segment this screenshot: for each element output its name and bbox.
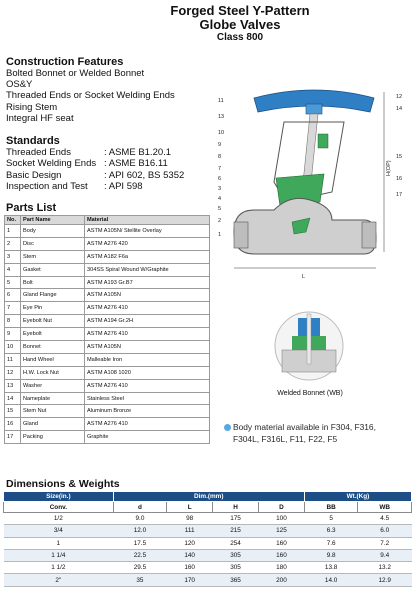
callout-label: 6 [218,176,222,182]
dims-col-wb: WB [358,502,412,513]
dims-row [4,549,412,561]
dims-cell: 175 [213,513,259,525]
callout-label: 12 [396,94,403,100]
callout-label: 7 [218,166,222,172]
parts-heading: Parts List [6,202,57,214]
standard-label: Socket Welding Ends [6,158,97,170]
bullet-icon [224,424,231,431]
part-name: Disc [21,237,85,250]
part-no: 1 [5,225,21,238]
dims-col-conv: Conv. [4,502,114,513]
dims-cell: 215 [213,525,259,537]
part-name: Stem Nut [21,405,85,418]
dims-cell: 140 [167,549,213,561]
inlet-end-shape [234,222,248,248]
part-material: 304SS Spiral Wound W/Graphite [85,263,210,276]
dims-cell: 13.2 [358,562,412,574]
callout-label: 2 [218,218,222,224]
part-name: Eyebolt [21,328,85,341]
part-no: 4 [5,263,21,276]
callout-label: 14 [396,106,403,112]
callout-label: 4 [218,196,222,202]
standard-value: : ASME B1.20.1 [104,147,172,158]
parts-row [5,366,210,379]
standard-value: : ASME B16.11 [104,158,168,170]
part-name: Gland Flange [21,289,85,302]
construction-item: Rising Stem [6,101,58,113]
parts-row [5,315,210,328]
part-name: Nameplate [21,392,85,405]
part-material: ASTM A182 F6a [85,250,210,263]
part-no: 10 [5,341,21,354]
part-material: Graphite [85,431,210,444]
dims-cell: 98 [167,513,213,525]
parts-row [5,250,210,263]
parts-table [4,215,210,444]
part-no: 12 [5,366,21,379]
part-name: Eyebolt Nut [21,315,85,328]
detail-caption: Welded Bonnet (WB) [277,390,343,397]
callout-label: 9 [218,142,222,148]
part-material: ASTM A276 410 [85,418,210,431]
dims-cell: 180 [258,562,304,574]
part-no: 3 [5,250,21,263]
parts-header-row [5,216,210,225]
parts-row [5,379,210,392]
dims-cell: 29.5 [113,562,167,574]
dims-cell: 7.6 [304,537,358,549]
part-name: Gasket [21,263,85,276]
parts-row [5,341,210,354]
parts-row [5,302,210,315]
parts-col-name: Part Name [21,216,85,225]
outlet-end-shape [362,222,376,248]
dims-cell: 2" [4,574,114,586]
dims-cell: 17.5 [113,537,167,549]
dims-cell: 9.4 [358,549,412,561]
parts-row [5,405,210,418]
part-name: Washer [21,379,85,392]
construction-item: Bolted Bonnet or Welded Bonnet [6,68,145,79]
part-material: ASTM A276 410 [85,379,210,392]
part-no: 11 [5,353,21,366]
construction-item: Integral HF seat [6,112,74,124]
dims-row [4,513,412,525]
dimensions-heading: Dimensions & Weights [6,478,120,490]
dims-cell: 1 1/4 [4,549,114,561]
standards-row [6,181,214,192]
dims-cell: 13.8 [304,562,358,574]
part-no: 5 [5,276,21,289]
part-material: ASTM A276 410 [85,302,210,315]
dims-cell: 111 [167,525,213,537]
part-no: 6 [5,289,21,302]
part-material: Aluminum Bronze [85,405,210,418]
dims-cell: 12.0 [113,525,167,537]
part-name: Hand Wheel [21,353,85,366]
callout-label: 15 [396,154,403,160]
dims-cell: 160 [258,549,304,561]
standard-label: Inspection and Test [6,181,88,193]
parts-row [5,431,210,444]
body-material-line: F304L, F316L, F11, F22, F5 [233,433,338,444]
parts-row [5,263,210,276]
height-dimension-label: H(OP) [386,160,392,176]
body-material-note [233,422,376,445]
standard-label: Basic Design [6,169,62,181]
part-material: ASTM A276 410 [85,328,210,341]
dims-row [4,537,412,549]
dims-cell: 9.8 [304,549,358,561]
dims-sub-header-row [4,502,412,513]
construction-item: Threaded Ends or Socket Welding Ends [6,90,175,102]
parts-row [5,353,210,366]
dims-cell: 1 [4,537,114,549]
parts-row [5,225,210,238]
dims-cell: 305 [213,562,259,574]
part-name: Bonnet [21,341,85,354]
part-no: 17 [5,431,21,444]
parts-row [5,328,210,341]
part-name: Body [21,225,85,238]
parts-row [5,392,210,405]
part-no: 8 [5,315,21,328]
part-material: Stainless Steel [85,392,210,405]
dims-cell: 22.5 [113,549,167,561]
construction-item: OS&Y [6,79,33,91]
part-material: ASTM A276 420 [85,237,210,250]
length-dimension-label: L [302,274,306,280]
dims-cell: 12.9 [358,574,412,586]
part-material: ASTM A105N/ Stellite Overlay [85,225,210,238]
dims-cell: 125 [258,525,304,537]
dims-cell: 160 [258,537,304,549]
dims-group-header-row [4,492,412,502]
part-material: ASTM A105N [85,289,210,302]
callout-label: 5 [218,206,222,212]
callout-label: 1 [218,232,222,238]
part-name: Packing [21,431,85,444]
part-no: 14 [5,392,21,405]
dims-cell: 14.0 [304,574,358,586]
dims-cell: 7.2 [358,537,412,549]
dims-col-h: H [213,502,259,513]
page-subtitle: Globe Valves [199,17,281,32]
part-no: 2 [5,237,21,250]
parts-col-material: Material [85,216,210,225]
dims-col-dd: D [258,502,304,513]
body-material-line: Body material available in F304, F316, [233,422,376,432]
callout-label: 10 [218,130,225,136]
parts-row [5,418,210,431]
callout-label: 8 [218,154,222,160]
dimensions-table [3,491,412,587]
dims-group-dim: Dim.(mm) [113,492,304,502]
dims-cell: 305 [213,549,259,561]
dims-cell: 200 [258,574,304,586]
part-material: Malleable Iron [85,353,210,366]
part-no: 15 [5,405,21,418]
dims-cell: 9.0 [113,513,167,525]
construction-heading: Construction Features [6,56,124,68]
dims-col-l: L [167,502,213,513]
dims-row [4,574,412,586]
parts-row [5,237,210,250]
callout-label: 16 [396,176,403,182]
dims-row [4,525,412,537]
class-label: Class 800 [216,32,264,43]
standards-list [6,147,214,193]
part-no: 16 [5,418,21,431]
standard-value: : API 602, BS 5352 [104,169,185,181]
part-name: Gland [21,418,85,431]
dims-cell: 6.3 [304,525,358,537]
part-material: ASTM A193 Gr.B7 [85,276,210,289]
dims-cell: 1 1/2 [4,562,114,574]
nameplate-shape [318,134,328,148]
part-name: Stem [21,250,85,263]
dims-cell: 254 [213,537,259,549]
welded-bonnet-detail [270,310,348,382]
handwheel-hub [306,104,322,114]
part-no: 7 [5,302,21,315]
dims-group-size: Size(in.) [4,492,114,502]
dims-cell: 100 [258,513,304,525]
dims-cell: 3/4 [4,525,114,537]
callout-label: 3 [218,186,222,192]
detail-stem-shape [307,314,311,364]
parts-row [5,276,210,289]
standards-heading: Standards [6,135,60,147]
part-material: ASTM A194 Gr.2H [85,315,210,328]
callout-label: 17 [396,192,403,198]
dims-col-d: d [113,502,167,513]
dims-col-bb: BB [304,502,358,513]
page-title: Forged Steel Y-Pattern [170,3,310,18]
dims-cell: 6.0 [358,525,412,537]
dims-cell: 4.5 [358,513,412,525]
standards-row [6,170,214,181]
parts-row [5,289,210,302]
dims-cell: 365 [213,574,259,586]
dims-cell: 170 [167,574,213,586]
standards-row [6,147,214,158]
parts-col-no: No. [5,216,21,225]
part-no: 13 [5,379,21,392]
valve-cross-section-drawing [214,82,412,282]
dims-row [4,562,412,574]
dims-cell: 120 [167,537,213,549]
part-material: ASTM A105N [85,341,210,354]
part-name: H.W. Lock Nut [21,366,85,379]
dims-group-weight: Wt.(Kg) [304,492,411,502]
dims-cell: 35 [113,574,167,586]
part-no: 9 [5,328,21,341]
dims-cell: 1/2 [4,513,114,525]
callout-label: 11 [218,98,224,104]
callout-label: 13 [218,114,225,120]
construction-list [6,68,175,124]
part-material: ASTM A108 1020 [85,366,210,379]
dims-cell: 5 [304,513,358,525]
part-name: Eye Pin [21,302,85,315]
dims-cell: 160 [167,562,213,574]
standards-row [6,158,214,169]
standard-value: : API 598 [104,181,143,193]
part-name: Bolt [21,276,85,289]
standard-label: Threaded Ends [6,147,71,158]
